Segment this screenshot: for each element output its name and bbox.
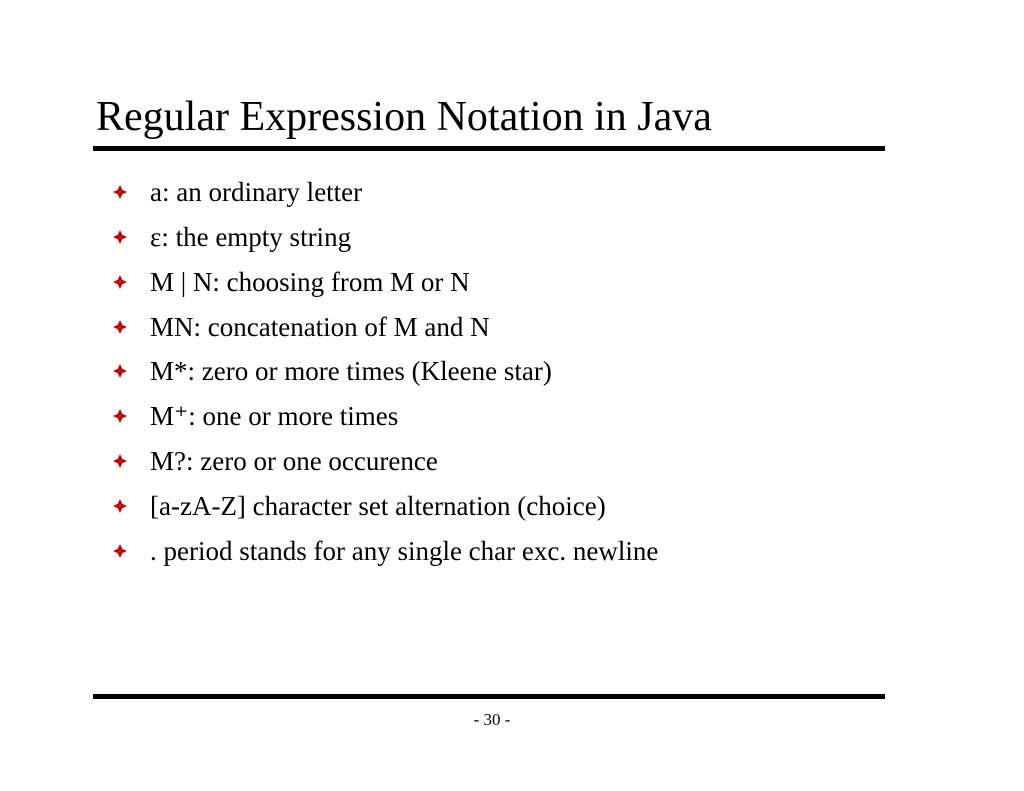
list-item xyxy=(112,488,872,524)
slide-title: Regular Expression Notation in Java xyxy=(96,94,712,140)
list-item xyxy=(112,264,872,300)
bullet-text: M?: zero or one occurence xyxy=(150,446,438,476)
diamond-bullet-icon xyxy=(112,274,128,290)
list-item xyxy=(112,443,872,479)
bullet-text: ε: the empty string xyxy=(150,222,352,252)
list-item xyxy=(112,533,872,569)
diamond-bullet-icon xyxy=(112,184,128,200)
diamond-bullet-icon xyxy=(112,319,128,335)
bullet-text: M | N: choosing from M or N xyxy=(150,267,470,297)
bullet-text: M*: zero or more times (Kleene star) xyxy=(150,356,552,386)
list-item xyxy=(112,398,872,434)
bullet-text: MN: concatenation of M and N xyxy=(150,312,490,342)
diamond-bullet-icon xyxy=(112,543,128,559)
diamond-bullet-icon xyxy=(112,408,128,424)
footer-rule xyxy=(93,694,885,699)
page-number: - 30 - xyxy=(473,710,511,729)
diamond-bullet-icon xyxy=(112,363,128,379)
title-underline xyxy=(93,146,885,151)
bullet-text: . period stands for any single char exc. newline xyxy=(150,536,659,566)
bullet-text: a: an ordinary letter xyxy=(150,177,363,207)
diamond-bullet-icon xyxy=(112,453,128,469)
diamond-bullet-icon xyxy=(112,229,128,245)
list-item xyxy=(112,219,872,255)
diamond-bullet-icon xyxy=(112,498,128,514)
bullet-text: M⁺: one or more times xyxy=(150,401,399,431)
bullet-text: [a-zA-Z] character set alternation (choice) xyxy=(150,491,606,521)
list-item xyxy=(112,353,872,389)
list-item xyxy=(112,309,872,345)
list-item xyxy=(112,174,872,210)
